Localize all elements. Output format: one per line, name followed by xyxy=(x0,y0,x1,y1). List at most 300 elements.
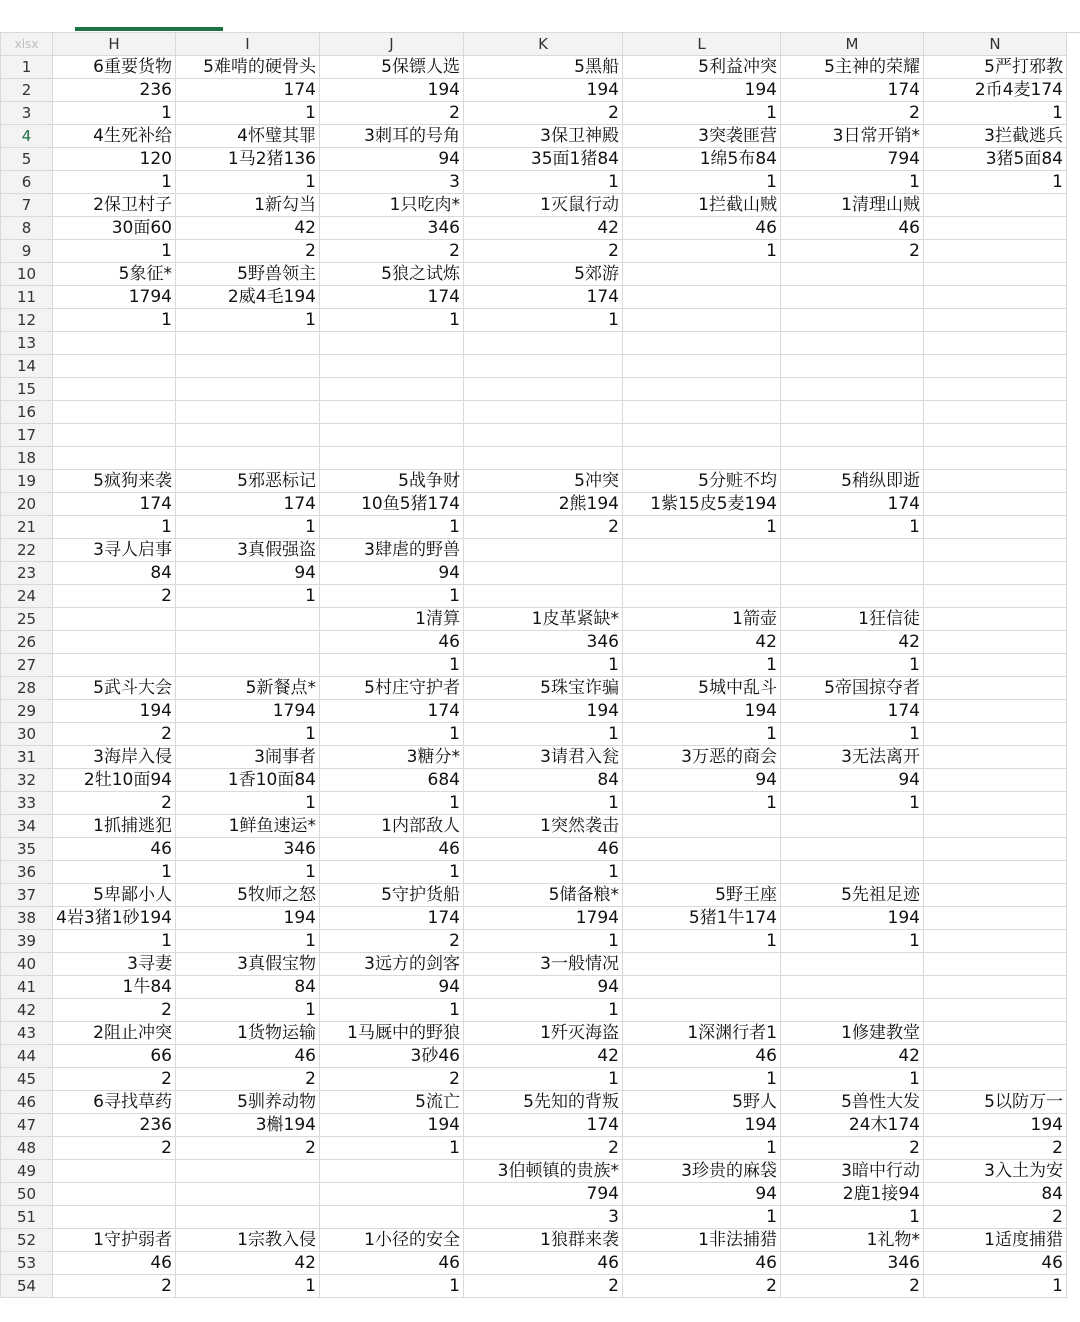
grid-cell[interactable]: 3伯顿镇的贵族* xyxy=(464,1160,623,1183)
grid-cell[interactable]: 194 xyxy=(464,700,623,723)
row-header[interactable]: 41 xyxy=(1,976,53,999)
grid-cell[interactable]: 5难啃的硬骨头 xyxy=(176,56,320,79)
row-header[interactable]: 5 xyxy=(1,148,53,171)
column-header[interactable]: N xyxy=(924,33,1067,56)
grid-cell[interactable]: 5分赃不均 xyxy=(623,470,781,493)
grid-cell[interactable]: 1 xyxy=(53,516,176,539)
grid-cell[interactable]: 1 xyxy=(176,792,320,815)
grid-cell[interactable]: 3拦截逃兵 xyxy=(924,125,1067,148)
grid-cell[interactable]: 5主神的荣耀 xyxy=(781,56,924,79)
grid-cell[interactable]: 1 xyxy=(53,240,176,263)
grid-cell[interactable] xyxy=(924,999,1067,1022)
grid-cell[interactable] xyxy=(924,470,1067,493)
grid-cell[interactable]: 5严打邪教 xyxy=(924,56,1067,79)
grid-cell[interactable] xyxy=(924,769,1067,792)
grid-cell[interactable]: 24木174 xyxy=(781,1114,924,1137)
grid-cell[interactable]: 1 xyxy=(464,999,623,1022)
grid-cell[interactable]: 2威4毛194 xyxy=(176,286,320,309)
row-header[interactable]: 39 xyxy=(1,930,53,953)
grid-cell[interactable]: 3肆虐的野兽 xyxy=(320,539,464,562)
grid-cell[interactable] xyxy=(924,516,1067,539)
grid-cell[interactable] xyxy=(623,378,781,401)
grid-cell[interactable]: 2 xyxy=(781,1137,924,1160)
row-header[interactable]: 17 xyxy=(1,424,53,447)
row-header[interactable]: 49 xyxy=(1,1160,53,1183)
grid-cell[interactable]: 5兽性大发 xyxy=(781,1091,924,1114)
grid-cell[interactable]: 1 xyxy=(176,585,320,608)
grid-cell[interactable] xyxy=(320,1183,464,1206)
grid-cell[interactable]: 794 xyxy=(464,1183,623,1206)
grid-cell[interactable] xyxy=(781,585,924,608)
grid-cell[interactable]: 2 xyxy=(176,240,320,263)
grid-cell[interactable]: 194 xyxy=(464,79,623,102)
grid-cell[interactable]: 194 xyxy=(53,700,176,723)
grid-cell[interactable]: 346 xyxy=(176,838,320,861)
grid-cell[interactable] xyxy=(924,447,1067,470)
grid-cell[interactable] xyxy=(320,424,464,447)
grid-cell[interactable]: 1狂信徒 xyxy=(781,608,924,631)
grid-cell[interactable]: 1 xyxy=(176,309,320,332)
grid-cell[interactable]: 5帝国掠夺者 xyxy=(781,677,924,700)
grid-cell[interactable]: 1皮革紧缺* xyxy=(464,608,623,631)
grid-cell[interactable] xyxy=(320,378,464,401)
grid-cell[interactable]: 1绵5布84 xyxy=(623,148,781,171)
grid-cell[interactable]: 1 xyxy=(320,1137,464,1160)
grid-cell[interactable]: 5武斗大会 xyxy=(53,677,176,700)
grid-cell[interactable]: 2 xyxy=(781,240,924,263)
grid-cell[interactable]: 46 xyxy=(623,1045,781,1068)
grid-cell[interactable]: 174 xyxy=(320,907,464,930)
row-header[interactable]: 38 xyxy=(1,907,53,930)
grid-cell[interactable] xyxy=(924,884,1067,907)
grid-cell[interactable]: 2 xyxy=(320,102,464,125)
grid-cell[interactable]: 1794 xyxy=(176,700,320,723)
grid-cell[interactable] xyxy=(924,263,1067,286)
row-header[interactable]: 54 xyxy=(1,1275,53,1298)
grid-cell[interactable]: 5猪1牛174 xyxy=(623,907,781,930)
grid-cell[interactable]: 94 xyxy=(781,769,924,792)
grid-cell[interactable]: 1 xyxy=(176,999,320,1022)
row-header[interactable]: 43 xyxy=(1,1022,53,1045)
grid-cell[interactable] xyxy=(623,999,781,1022)
grid-cell[interactable] xyxy=(53,1206,176,1229)
grid-cell[interactable] xyxy=(924,424,1067,447)
row-header[interactable]: 40 xyxy=(1,953,53,976)
grid-cell[interactable] xyxy=(924,700,1067,723)
grid-cell[interactable]: 46 xyxy=(176,1045,320,1068)
grid-cell[interactable]: 94 xyxy=(623,769,781,792)
grid-cell[interactable]: 1 xyxy=(623,516,781,539)
grid-cell[interactable]: 4岩3猪1砂194 xyxy=(53,907,176,930)
grid-cell[interactable]: 3远方的剑客 xyxy=(320,953,464,976)
grid-cell[interactable]: 5珠宝诈骗 xyxy=(464,677,623,700)
grid-cell[interactable]: 46 xyxy=(464,838,623,861)
grid-cell[interactable]: 3突袭匪营 xyxy=(623,125,781,148)
grid-cell[interactable] xyxy=(924,930,1067,953)
grid-cell[interactable] xyxy=(781,424,924,447)
grid-cell[interactable] xyxy=(924,792,1067,815)
grid-cell[interactable]: 5狼之试炼 xyxy=(320,263,464,286)
row-header[interactable]: 46 xyxy=(1,1091,53,1114)
grid-cell[interactable]: 2熊194 xyxy=(464,493,623,516)
grid-cell[interactable]: 236 xyxy=(53,1114,176,1137)
grid-cell[interactable] xyxy=(176,1183,320,1206)
grid-cell[interactable]: 5象征* xyxy=(53,263,176,286)
grid-cell[interactable] xyxy=(924,838,1067,861)
grid-cell[interactable]: 2 xyxy=(924,1137,1067,1160)
grid-cell[interactable]: 94 xyxy=(320,148,464,171)
grid-cell[interactable]: 1 xyxy=(464,792,623,815)
row-header[interactable]: 27 xyxy=(1,654,53,677)
grid-cell[interactable]: 1灭鼠行动 xyxy=(464,194,623,217)
grid-cell[interactable]: 194 xyxy=(924,1114,1067,1137)
grid-cell[interactable]: 5以防万一 xyxy=(924,1091,1067,1114)
row-header[interactable]: 18 xyxy=(1,447,53,470)
grid-cell[interactable]: 94 xyxy=(176,562,320,585)
grid-cell[interactable]: 2币4麦174 xyxy=(924,79,1067,102)
column-header[interactable]: L xyxy=(623,33,781,56)
grid-cell[interactable]: 5守护货船 xyxy=(320,884,464,907)
row-header[interactable]: 12 xyxy=(1,309,53,332)
row-header[interactable]: 10 xyxy=(1,263,53,286)
grid-cell[interactable]: 1抓捕逃犯 xyxy=(53,815,176,838)
grid-cell[interactable]: 94 xyxy=(320,976,464,999)
grid-cell[interactable]: 1 xyxy=(320,723,464,746)
row-header[interactable]: 28 xyxy=(1,677,53,700)
grid-cell[interactable] xyxy=(176,631,320,654)
grid-cell[interactable]: 684 xyxy=(320,769,464,792)
grid-cell[interactable]: 1 xyxy=(623,240,781,263)
grid-cell[interactable] xyxy=(781,953,924,976)
grid-cell[interactable]: 1拦截山贼 xyxy=(623,194,781,217)
grid-cell[interactable]: 120 xyxy=(53,148,176,171)
row-header[interactable]: 11 xyxy=(1,286,53,309)
grid-cell[interactable]: 3槲194 xyxy=(176,1114,320,1137)
grid-cell[interactable]: 194 xyxy=(320,79,464,102)
grid-cell[interactable]: 3 xyxy=(464,1206,623,1229)
grid-cell[interactable]: 1内部敌人 xyxy=(320,815,464,838)
grid-cell[interactable] xyxy=(320,332,464,355)
grid-cell[interactable]: 236 xyxy=(53,79,176,102)
grid-cell[interactable]: 3暗中行动 xyxy=(781,1160,924,1183)
grid-cell[interactable] xyxy=(464,447,623,470)
grid-cell[interactable]: 84 xyxy=(464,769,623,792)
grid-cell[interactable]: 2 xyxy=(924,1206,1067,1229)
grid-cell[interactable]: 5驯养动物 xyxy=(176,1091,320,1114)
grid-cell[interactable] xyxy=(176,401,320,424)
grid-cell[interactable] xyxy=(924,585,1067,608)
grid-cell[interactable] xyxy=(53,447,176,470)
grid-cell[interactable] xyxy=(924,907,1067,930)
grid-cell[interactable]: 1香10面84 xyxy=(176,769,320,792)
grid-cell[interactable] xyxy=(924,815,1067,838)
grid-cell[interactable]: 1 xyxy=(464,171,623,194)
grid-cell[interactable]: 3请君入瓮 xyxy=(464,746,623,769)
grid-cell[interactable]: 2 xyxy=(53,1068,176,1091)
grid-cell[interactable] xyxy=(781,539,924,562)
grid-cell[interactable]: 1 xyxy=(924,1275,1067,1298)
grid-cell[interactable]: 3日常开销* xyxy=(781,125,924,148)
grid-cell[interactable]: 1 xyxy=(53,930,176,953)
grid-cell[interactable]: 5稍纵即逝 xyxy=(781,470,924,493)
grid-cell[interactable]: 1 xyxy=(623,1137,781,1160)
grid-cell[interactable] xyxy=(924,861,1067,884)
row-header[interactable]: 4 xyxy=(1,125,53,148)
grid-cell[interactable]: 1 xyxy=(924,171,1067,194)
grid-cell[interactable]: 1 xyxy=(623,1206,781,1229)
grid-cell[interactable] xyxy=(924,1045,1067,1068)
grid-cell[interactable] xyxy=(623,401,781,424)
grid-cell[interactable]: 3真假宝物 xyxy=(176,953,320,976)
grid-cell[interactable]: 84 xyxy=(53,562,176,585)
grid-cell[interactable]: 5村庄守护者 xyxy=(320,677,464,700)
grid-cell[interactable]: 46 xyxy=(53,838,176,861)
grid-cell[interactable]: 5新餐点* xyxy=(176,677,320,700)
grid-cell[interactable]: 46 xyxy=(320,1252,464,1275)
grid-cell[interactable] xyxy=(781,999,924,1022)
grid-cell[interactable] xyxy=(924,309,1067,332)
grid-cell[interactable]: 1 xyxy=(53,861,176,884)
grid-cell[interactable] xyxy=(781,401,924,424)
grid-cell[interactable] xyxy=(176,424,320,447)
grid-cell[interactable] xyxy=(464,562,623,585)
grid-cell[interactable]: 1 xyxy=(176,102,320,125)
grid-cell[interactable] xyxy=(924,1022,1067,1045)
grid-cell[interactable]: 194 xyxy=(623,79,781,102)
grid-cell[interactable]: 5利益冲突 xyxy=(623,56,781,79)
grid-cell[interactable]: 42 xyxy=(781,1045,924,1068)
grid-cell[interactable]: 2 xyxy=(53,723,176,746)
grid-cell[interactable] xyxy=(623,286,781,309)
grid-cell[interactable]: 1 xyxy=(781,1206,924,1229)
grid-cell[interactable]: 174 xyxy=(464,286,623,309)
grid-cell[interactable] xyxy=(176,1160,320,1183)
row-header[interactable]: 20 xyxy=(1,493,53,516)
grid-cell[interactable]: 1 xyxy=(464,1068,623,1091)
grid-cell[interactable]: 1 xyxy=(781,516,924,539)
grid-cell[interactable] xyxy=(176,654,320,677)
grid-cell[interactable]: 2 xyxy=(320,930,464,953)
select-all-corner[interactable]: xlsx xyxy=(1,33,53,56)
grid-cell[interactable] xyxy=(924,562,1067,585)
grid-cell[interactable]: 3闹事者 xyxy=(176,746,320,769)
column-header[interactable]: M xyxy=(781,33,924,56)
grid-cell[interactable]: 3万恶的商会 xyxy=(623,746,781,769)
grid-cell[interactable]: 3一般情况 xyxy=(464,953,623,976)
grid-cell[interactable]: 1 xyxy=(781,723,924,746)
grid-cell[interactable] xyxy=(53,631,176,654)
grid-cell[interactable] xyxy=(464,539,623,562)
grid-cell[interactable] xyxy=(781,838,924,861)
row-header[interactable]: 32 xyxy=(1,769,53,792)
grid-cell[interactable]: 1 xyxy=(176,723,320,746)
grid-cell[interactable]: 42 xyxy=(464,217,623,240)
grid-cell[interactable] xyxy=(781,562,924,585)
grid-cell[interactable]: 1 xyxy=(781,171,924,194)
grid-cell[interactable] xyxy=(53,654,176,677)
grid-cell[interactable] xyxy=(176,1206,320,1229)
grid-cell[interactable] xyxy=(781,447,924,470)
grid-cell[interactable]: 1 xyxy=(53,309,176,332)
grid-cell[interactable] xyxy=(623,953,781,976)
grid-cell[interactable] xyxy=(781,815,924,838)
grid-cell[interactable] xyxy=(176,332,320,355)
grid-cell[interactable] xyxy=(623,332,781,355)
grid-cell[interactable]: 5黑船 xyxy=(464,56,623,79)
grid-cell[interactable]: 3糖分* xyxy=(320,746,464,769)
grid-cell[interactable]: 6寻找草药 xyxy=(53,1091,176,1114)
grid-cell[interactable]: 2保卫村子 xyxy=(53,194,176,217)
grid-cell[interactable]: 1 xyxy=(176,1275,320,1298)
grid-cell[interactable]: 1794 xyxy=(53,286,176,309)
row-header[interactable]: 33 xyxy=(1,792,53,815)
grid-cell[interactable]: 3真假强盗 xyxy=(176,539,320,562)
grid-cell[interactable]: 1 xyxy=(320,792,464,815)
grid-cell[interactable]: 3寻妻 xyxy=(53,953,176,976)
row-header[interactable]: 3 xyxy=(1,102,53,125)
grid-cell[interactable]: 3珍贵的麻袋 xyxy=(623,1160,781,1183)
grid-cell[interactable]: 1 xyxy=(320,309,464,332)
grid-cell[interactable]: 174 xyxy=(320,700,464,723)
grid-cell[interactable] xyxy=(924,953,1067,976)
grid-cell[interactable]: 1 xyxy=(623,171,781,194)
grid-cell[interactable] xyxy=(53,608,176,631)
grid-cell[interactable]: 1 xyxy=(464,930,623,953)
grid-cell[interactable]: 1 xyxy=(464,861,623,884)
row-header[interactable]: 53 xyxy=(1,1252,53,1275)
grid-cell[interactable]: 3刺耳的号角 xyxy=(320,125,464,148)
grid-cell[interactable] xyxy=(781,861,924,884)
grid-cell[interactable]: 1深渊行者1 xyxy=(623,1022,781,1045)
grid-cell[interactable] xyxy=(924,723,1067,746)
grid-cell[interactable]: 2 xyxy=(320,240,464,263)
grid-cell[interactable] xyxy=(623,861,781,884)
grid-cell[interactable]: 2阻止冲突 xyxy=(53,1022,176,1045)
grid-cell[interactable] xyxy=(464,424,623,447)
grid-cell[interactable]: 2 xyxy=(781,102,924,125)
row-header[interactable]: 7 xyxy=(1,194,53,217)
grid-cell[interactable] xyxy=(781,378,924,401)
grid-cell[interactable] xyxy=(320,355,464,378)
grid-cell[interactable] xyxy=(320,1206,464,1229)
grid-cell[interactable] xyxy=(623,585,781,608)
grid-cell[interactable]: 174 xyxy=(53,493,176,516)
grid-cell[interactable]: 1清理山贼 xyxy=(781,194,924,217)
grid-cell[interactable] xyxy=(924,677,1067,700)
grid-cell[interactable]: 30面60 xyxy=(53,217,176,240)
grid-cell[interactable]: 174 xyxy=(781,79,924,102)
grid-cell[interactable]: 1鲜鱼速运* xyxy=(176,815,320,838)
grid-cell[interactable]: 5保镖人选 xyxy=(320,56,464,79)
grid-cell[interactable]: 1货物运输 xyxy=(176,1022,320,1045)
grid-cell[interactable]: 1 xyxy=(320,585,464,608)
grid-cell[interactable]: 94 xyxy=(623,1183,781,1206)
grid-cell[interactable]: 2 xyxy=(176,1068,320,1091)
grid-cell[interactable]: 1宗教入侵 xyxy=(176,1229,320,1252)
grid-cell[interactable]: 3无法离开 xyxy=(781,746,924,769)
grid-cell[interactable] xyxy=(924,539,1067,562)
grid-cell[interactable]: 1马厩中的野狼 xyxy=(320,1022,464,1045)
grid-cell[interactable]: 10鱼5猪174 xyxy=(320,493,464,516)
grid-cell[interactable]: 2 xyxy=(53,792,176,815)
row-header[interactable]: 51 xyxy=(1,1206,53,1229)
row-header[interactable]: 1 xyxy=(1,56,53,79)
row-header[interactable]: 52 xyxy=(1,1229,53,1252)
grid-cell[interactable]: 1 xyxy=(53,102,176,125)
grid-cell[interactable] xyxy=(53,1160,176,1183)
row-header[interactable]: 13 xyxy=(1,332,53,355)
grid-cell[interactable]: 5野王座 xyxy=(623,884,781,907)
grid-cell[interactable]: 6重要货物 xyxy=(53,56,176,79)
grid-cell[interactable]: 5野兽领主 xyxy=(176,263,320,286)
grid-cell[interactable] xyxy=(924,401,1067,424)
grid-cell[interactable]: 1 xyxy=(176,171,320,194)
grid-cell[interactable]: 194 xyxy=(623,700,781,723)
grid-cell[interactable] xyxy=(464,355,623,378)
active-sheet-tab-indicator[interactable] xyxy=(75,27,223,31)
grid-cell[interactable]: 2鹿1接94 xyxy=(781,1183,924,1206)
grid-cell[interactable]: 46 xyxy=(320,838,464,861)
grid-cell[interactable] xyxy=(623,562,781,585)
row-header[interactable]: 34 xyxy=(1,815,53,838)
grid-cell[interactable]: 1 xyxy=(176,930,320,953)
grid-cell[interactable] xyxy=(176,378,320,401)
row-header[interactable]: 22 xyxy=(1,539,53,562)
row-header[interactable]: 16 xyxy=(1,401,53,424)
grid-cell[interactable]: 5城中乱斗 xyxy=(623,677,781,700)
grid-cell[interactable]: 1 xyxy=(320,1275,464,1298)
grid-cell[interactable]: 3海岸入侵 xyxy=(53,746,176,769)
grid-cell[interactable]: 2 xyxy=(781,1275,924,1298)
grid-cell[interactable] xyxy=(320,1160,464,1183)
grid-cell[interactable]: 1 xyxy=(320,999,464,1022)
grid-cell[interactable]: 46 xyxy=(623,1252,781,1275)
grid-cell[interactable] xyxy=(464,378,623,401)
grid-cell[interactable]: 5邪恶标记 xyxy=(176,470,320,493)
grid-cell[interactable]: 3 xyxy=(320,171,464,194)
grid-cell[interactable]: 1 xyxy=(781,792,924,815)
grid-cell[interactable]: 2 xyxy=(176,1137,320,1160)
grid-cell[interactable]: 1歼灭海盗 xyxy=(464,1022,623,1045)
row-header[interactable]: 42 xyxy=(1,999,53,1022)
grid-cell[interactable] xyxy=(176,355,320,378)
row-header[interactable]: 25 xyxy=(1,608,53,631)
grid-cell[interactable]: 1礼物* xyxy=(781,1229,924,1252)
grid-cell[interactable]: 3砂46 xyxy=(320,1045,464,1068)
grid-cell[interactable]: 5储备粮* xyxy=(464,884,623,907)
row-header[interactable]: 31 xyxy=(1,746,53,769)
grid-cell[interactable]: 2 xyxy=(464,1137,623,1160)
grid-cell[interactable]: 174 xyxy=(781,700,924,723)
grid-cell[interactable]: 42 xyxy=(176,1252,320,1275)
grid-cell[interactable] xyxy=(623,263,781,286)
grid-cell[interactable]: 2牡10面94 xyxy=(53,769,176,792)
grid-cell[interactable]: 1只吃肉* xyxy=(320,194,464,217)
grid-cell[interactable]: 1 xyxy=(53,171,176,194)
grid-cell[interactable]: 1新勾当 xyxy=(176,194,320,217)
grid-cell[interactable] xyxy=(623,355,781,378)
grid-cell[interactable]: 1 xyxy=(464,723,623,746)
grid-cell[interactable]: 94 xyxy=(464,976,623,999)
grid-cell[interactable]: 1突然袭击 xyxy=(464,815,623,838)
grid-cell[interactable] xyxy=(924,286,1067,309)
grid-cell[interactable]: 1适度捕猎 xyxy=(924,1229,1067,1252)
grid-cell[interactable]: 1 xyxy=(176,861,320,884)
grid-cell[interactable] xyxy=(924,746,1067,769)
grid-cell[interactable] xyxy=(924,332,1067,355)
grid-cell[interactable]: 42 xyxy=(176,217,320,240)
row-header[interactable]: 26 xyxy=(1,631,53,654)
